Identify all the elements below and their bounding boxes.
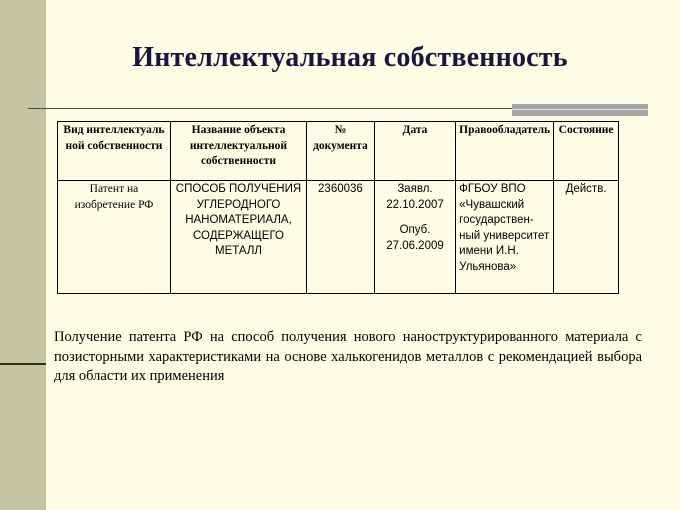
title-divider-line [28,108,512,109]
date-published: Опуб. 27.06.2009 [386,224,444,252]
header-type: Вид интеллектуаль ной собственности [58,122,171,181]
header-status: Состояние [554,122,619,181]
cell-name: СПОСОБ ПОЛУЧЕНИЯ УГЛЕРОДНОГО НАНОМАТЕРИАЛА, СОДЕРЖАЩЕГО МЕТАЛЛ [170,181,306,294]
header-name: Название объекта интеллектуальной собственности [170,122,306,181]
cell-number: 2360036 [307,181,375,294]
cell-type: Патент на изобретение РФ [58,181,171,294]
cell-status: Действ. [554,181,619,294]
header-date: Дата [374,122,455,181]
date-applied: Заявл. 22.10.2007 [386,183,444,211]
cell-date [374,181,455,294]
left-decor-band [0,0,46,510]
ip-table [57,121,619,294]
header-owner: Правообладатель [456,122,554,181]
slide-title: Интеллектуальная собственность [132,42,568,73]
patent-description: Получение патента РФ на способ получения нового наноструктурированного материала с позисторными характеристиками на основе халькогенидов металлов с рекомендацией выбора для области их применения [54,329,642,384]
table-row [58,181,619,294]
left-accent-line [0,363,46,365]
cell-owner: ФГБОУ ВПО «Чувашский государствен-ный университет имени И.Н. Ульянова» [456,181,554,294]
header-number: № документа [307,122,375,181]
title-divider-bar [512,104,648,116]
table-header-row [58,122,619,181]
